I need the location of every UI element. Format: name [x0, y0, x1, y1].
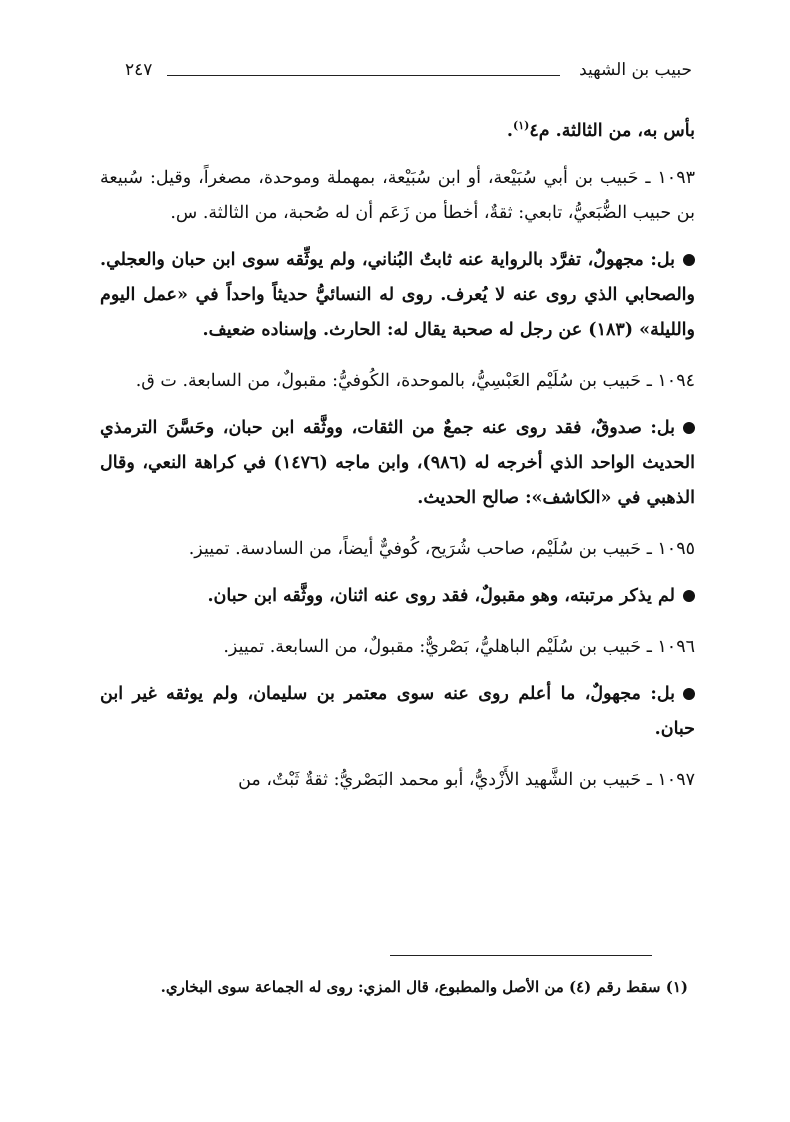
- page-number: ٢٤٧: [125, 60, 153, 80]
- page-body: [100, 108, 695, 810]
- header-rule: [167, 75, 560, 76]
- entry-1094: ١٠٩٤ ـ حَبيب بن سُلَيْم العَبْسِيُّ، بالموحدة، الكُوفيُّ: مقبولٌ، من السابعة. ت ق.: [135, 370, 695, 391]
- entry-1093: ١٠٩٣ ـ حَبيب بن أبي سُبَيْعة، أو ابن سُبَيْعة، بمهملة وموحدة، مصغراً، وقيل: سُبيعة بن حبيب الضُّبَعيُّ، تابعي: ثقةٌ، أخطأ من زَعَم أن له صُحبة، من الثالثة. س.: [100, 167, 696, 223]
- entry-1097: ١٠٩٧ ـ حَبيب بن الشَّهيد الأَزْديُّ، أبو محمد البَصْريُّ: ثقةٌ ثَبْتٌ، من: [238, 769, 695, 790]
- footnote: (١) سقط رقم (٤) من الأصل والمطبوع، قال المزي: روى له الجماعة سوى البخاري.: [160, 978, 688, 996]
- entry-continuation: بأس به، من الثالثة. م٤$^{(١)}$.: [506, 119, 695, 141]
- bullet-icon: [683, 254, 695, 266]
- note-1093: بل: مجهولٌ، تفرَّد بالرواية عنه ثابتٌ البُناني، ولم يوثِّقه سوى ابن حبان والعجلي. والصحابي الذي روى عنه لا يُعرف. روى له النسائيُّ حديثاً واحداً في «عمل اليوم والليلة» (١٨٣) عن رجل له صحبة يقال له: الحارث. وإسناده ضعيف.: [100, 249, 695, 340]
- entry-1095: ١٠٩٥ ـ حَبيب بن سُلَيْم، صاحب شُرَيح، كُوفيٌّ أيضاً، من السادسة. تمييز.: [188, 538, 695, 559]
- note-1095: لم يذكر مرتبته، وهو مقبولٌ، فقد روى عنه اثنان، ووثَّقه ابن حبان.: [100, 579, 695, 614]
- page-header: [125, 58, 692, 86]
- bullet-icon: [683, 590, 695, 602]
- bullet-icon: [683, 688, 695, 700]
- entry-1096: ١٠٩٦ ـ حَبيب بن سُلَيْم الباهليُّ، بَصْريٌّ: مقبولٌ، من السابعة. تمييز.: [223, 636, 695, 657]
- running-title: حبيب بن الشهيد: [579, 60, 692, 80]
- bullet-icon: [683, 422, 695, 434]
- footnote-ref: (١): [512, 119, 530, 132]
- note-1094: بل: صدوقٌ، فقد روى عنه جمعٌ من الثقات، ووثَّقه ابن حبان، وحَسَّنَ الترمذي الحديث الواحد الذي أخرجه له (٩٨٦)، وابن ماجه (١٤٧٦) في كراهة النعي، وقال الذهبي في «الكاشف»: صالح الحديث.: [100, 417, 695, 508]
- note-1096: بل: مجهولٌ، ما أعلم روى عنه سوى معتمر بن سليمان، ولم يوثقه غير ابن حبان.: [100, 683, 695, 739]
- footnote-separator: [390, 955, 652, 956]
